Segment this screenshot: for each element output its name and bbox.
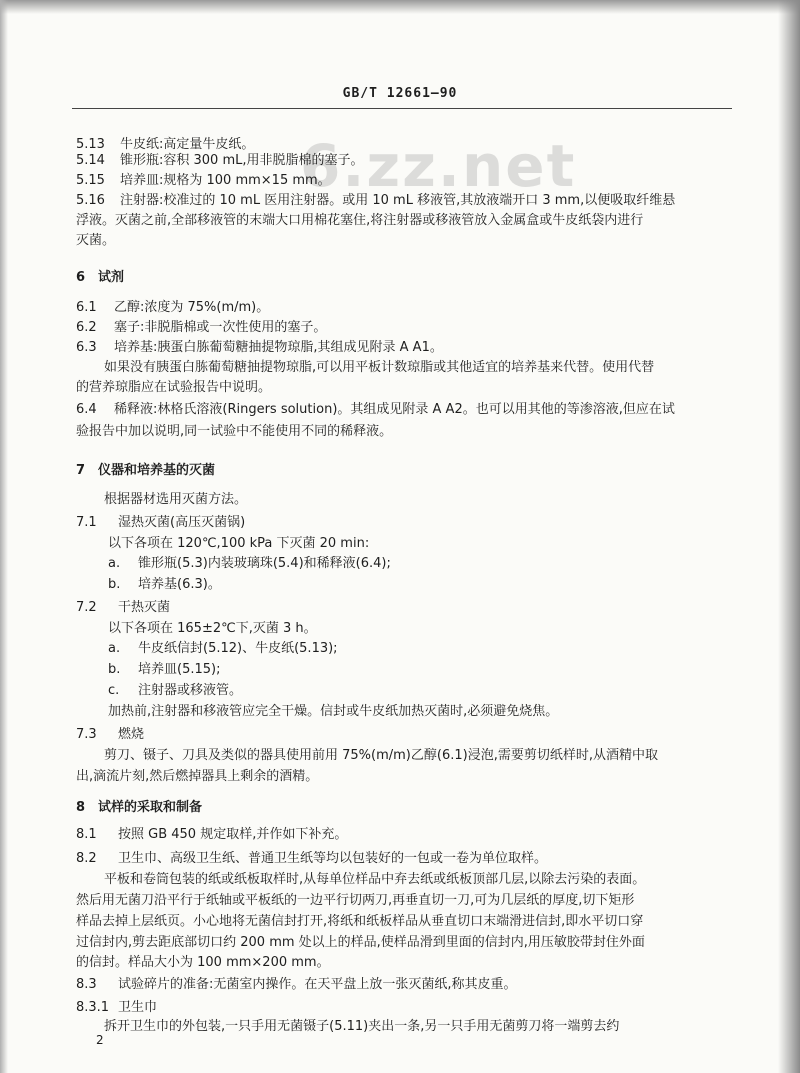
- clause-5-15: 5.15 培养皿:规格为 100 mm×15 mm。: [76, 173, 331, 188]
- clause-7-1-text: 以下各项在 120℃,100 kPa 下灭菌 20 min:: [108, 536, 370, 551]
- page-number: 2: [96, 1033, 104, 1047]
- scan-edge-left: [0, 0, 8, 1073]
- clause-8-2: 8.2 卫生巾、高级卫生纸、普通卫生纸等均以包装好的一包或一卷为单位取样。: [76, 851, 548, 866]
- clause-7-1-a: a. 锥形瓶(5.3)内装玻璃珠(5.4)和稀释液(6.4);: [108, 556, 391, 571]
- clause-7-2-a: a. 牛皮纸信封(5.12)、牛皮纸(5.13);: [108, 641, 338, 656]
- clause-5-13: 5.13 牛皮纸:高定量牛皮纸。: [76, 137, 255, 152]
- clause-8-3: 8.3 试验碎片的准备:无菌室内操作。在天平盘上放一张灭菌纸,称其皮重。: [76, 977, 517, 992]
- clause-6-3-cont: 如果没有胰蛋白胨葡萄糖抽提物琼脂,可以用平板计数琼脂或其他适宜的培养基来代替。使用代替: [104, 360, 655, 375]
- clause-7-3-text: 剪刀、镊子、刀具及类似的器具使用前用 75%(m/m)乙醇(6.1)浸泡,需要剪切纸样时,从酒精中取: [104, 748, 658, 763]
- watermark: 6.zz.net: [300, 132, 577, 200]
- clause-8-2-cont: 样品去掉上层纸页。小心地将无菌信封打开,将纸和纸板样品从垂直切口末端滑进信封,即水平切口穿: [76, 914, 644, 929]
- clause-8-2-cont: 过信封内,剪去距底部切口约 200 mm 处以上的样品,使样品滑到里面的信封内,用压敏胶带封住外面: [76, 935, 645, 950]
- clause-7-2-c: c. 注射器或移液管。: [108, 683, 243, 698]
- clause-6-3-cont: 的营养琼脂应在试验报告中说明。: [76, 380, 272, 395]
- clause-6-4-cont: 验报告中加以说明,同一试验中不能使用不同的稀释液。: [76, 424, 393, 439]
- section-7-heading: 7 仪器和培养基的灭菌: [76, 463, 216, 478]
- clause-8-1: 8.1 按照 GB 450 规定取样,并作如下补充。: [76, 827, 348, 842]
- clause-7-2-text: 以下各项在 165±2℃下,灭菌 3 h。: [108, 621, 317, 636]
- scan-edge-right: [778, 0, 800, 1073]
- clause-7-2-note: 加热前,注射器和移液管应完全干燥。信封或牛皮纸加热灭菌时,必须避免烧焦。: [108, 704, 559, 719]
- section-7-intro: 根据器材选用灭菌方法。: [104, 492, 248, 507]
- section-6-heading: 6 试剂: [76, 270, 125, 285]
- clause-8-2-text: 平板和卷筒包装的纸或纸板取样时,从每单位样品中弃去纸或纸板顶部几层,以除去污染的表面。: [104, 872, 646, 887]
- clause-5-16-cont: 灭菌。: [76, 233, 116, 248]
- standard-number-header: GB/T 12661—90: [342, 86, 458, 101]
- scan-edge-top: [0, 0, 800, 14]
- clause-8-3-1: 8.3.1 卫生巾: [76, 1000, 158, 1015]
- clause-8-3-1-text: 拆开卫生巾的外包装,一只手用无菌镊子(5.11)夹出一条,另一只手用无菌剪刀将一端剪去约: [104, 1019, 620, 1034]
- clause-7-2-b: b. 培养皿(5.15);: [108, 662, 221, 677]
- clause-7-3-cont: 出,滴流片刻,然后燃掉器具上剩余的酒精。: [76, 769, 319, 784]
- clause-7-3: 7.3 燃烧: [76, 727, 145, 742]
- clause-6-3: 6.3 培养基:胰蛋白胨葡萄糖抽提物琼脂,其组成见附录 A A1。: [76, 340, 443, 355]
- header-rule: [72, 108, 732, 109]
- section-8-heading: 8 试样的采取和制备: [76, 800, 203, 815]
- clause-7-1-b: b. 培养基(6.3)。: [108, 577, 221, 592]
- clause-5-16: 5.16 注射器:校准过的 10 mL 医用注射器。或用 10 mL 移液管,其放液端开口 3 mm,以便吸取纤维悬: [76, 193, 676, 208]
- clause-6-2: 6.2 塞子:非脱脂棉或一次性使用的塞子。: [76, 320, 327, 335]
- clause-6-4: 6.4 稀释液:林格氏溶液(Ringers solution)。其组成见附录 A A2。也可以用其他的等渗溶液,但应在试: [76, 402, 675, 417]
- clause-7-1: 7.1 湿热灭菌(高压灭菌锅): [76, 515, 246, 530]
- clause-8-2-cont: 的信封。样品大小为 100 mm×200 mm。: [76, 955, 330, 970]
- clause-8-2-cont: 然后用无菌刀沿平行于纸轴或平板纸的一边平行切两刀,再垂直切一刀,可为几层纸的厚度,切下矩形: [76, 893, 635, 908]
- clause-6-1: 6.1 乙醇:浓度为 75%(m/m)。: [76, 300, 270, 315]
- clause-5-14: 5.14 锥形瓶:容积 300 mL,用非脱脂棉的塞子。: [76, 153, 364, 168]
- clause-7-2: 7.2 干热灭菌: [76, 600, 171, 615]
- clause-5-16-cont: 浮液。灭菌之前,全部移液管的末端大口用棉花塞住,将注射器或移液管放入金属盒或牛皮纸袋内进行: [76, 213, 644, 228]
